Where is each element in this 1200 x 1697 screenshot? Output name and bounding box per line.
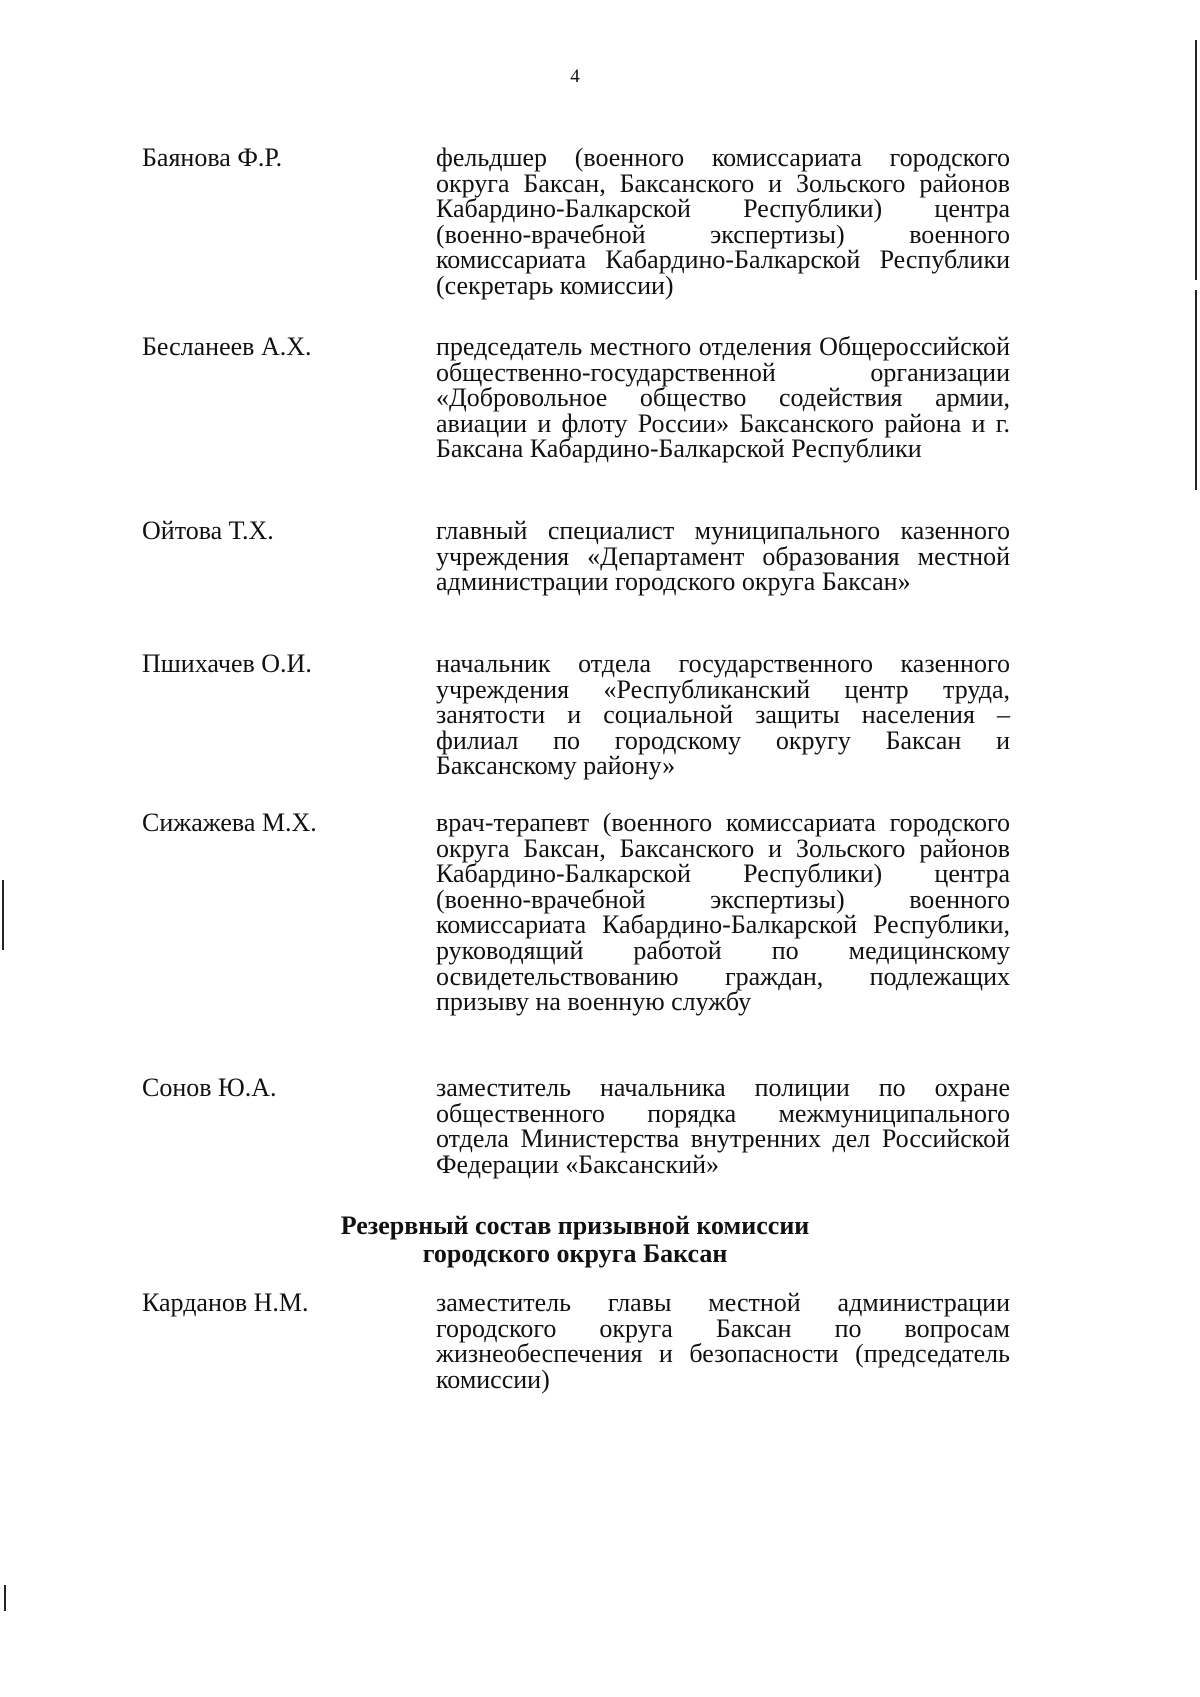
scan-edge-mark: [1195, 290, 1197, 490]
member-description: врач-терапевт (военного комиссариата городского округа Баксан, Баксанского и Зольского районов Кабардино-Балкарской Республики) центра (военно-врачебной экспертизы) военного комиссариата Кабардино-Балкарской Республики, руководящий работой по медицинскому освидетельствованию граждан, подлежащих призыву на военную службу: [436, 808, 1010, 1017]
scan-edge-mark: [1195, 40, 1197, 280]
member-description: заместитель начальника полиции по охране общественного порядка межмуниципального отдела Министерства внутренних дел Российской Федерации «Баксанский»: [436, 1073, 1010, 1179]
member-name: Бесланеев А.Х.: [142, 332, 312, 361]
section-heading: [0, 1212, 1150, 1268]
member-name: Баянова Ф.Р.: [142, 143, 283, 172]
member-description: фельдшер (военного комиссариата городского округа Баксан, Баксанского и Зольского районов Кабардино-Балкарской Республики) центра (военно-врачебной экспертизы) военного комиссариата Кабардино-Балкарской Республики (секретарь комиссии): [436, 143, 1010, 300]
member-description: главный специалист муниципального казенного учреждения «Департамент образования местной администрации городского округа Баксан»: [436, 516, 1010, 597]
member-description: заместитель главы местной администрации городского округа Баксан по вопросам жизнеобеспечения и безопасности (председатель комиссии): [436, 1288, 1010, 1394]
member-description: начальник отдела государственного казенного учреждения «Республиканский центр труда, занятости и социальной защиты населения – филиал по городскому округу Баксан и Баксанскому району»: [436, 649, 1010, 781]
scan-edge-mark: [2, 880, 4, 950]
member-name: Сижажева М.Х.: [142, 808, 317, 837]
member-description: председатель местного отделения Общероссийской общественно-государственной организации «Добровольное общество содействия армии, авиации и флоту России» Баксанского района и г. Баксана Кабардино-Балкарской Республики: [436, 332, 1010, 464]
member-name: Карданов Н.М.: [142, 1288, 309, 1317]
member-name: Ойтова Т.Х.: [142, 516, 274, 545]
section-heading-line: городского округа Баксан: [422, 1239, 728, 1268]
scan-edge-mark: [4, 1585, 6, 1611]
section-heading-line: Резервный состав призывной комиссии: [340, 1211, 810, 1240]
member-name: Сонов Ю.А.: [142, 1073, 277, 1102]
page-number: 4: [570, 66, 580, 87]
member-name: Пшихачев О.И.: [142, 649, 312, 678]
